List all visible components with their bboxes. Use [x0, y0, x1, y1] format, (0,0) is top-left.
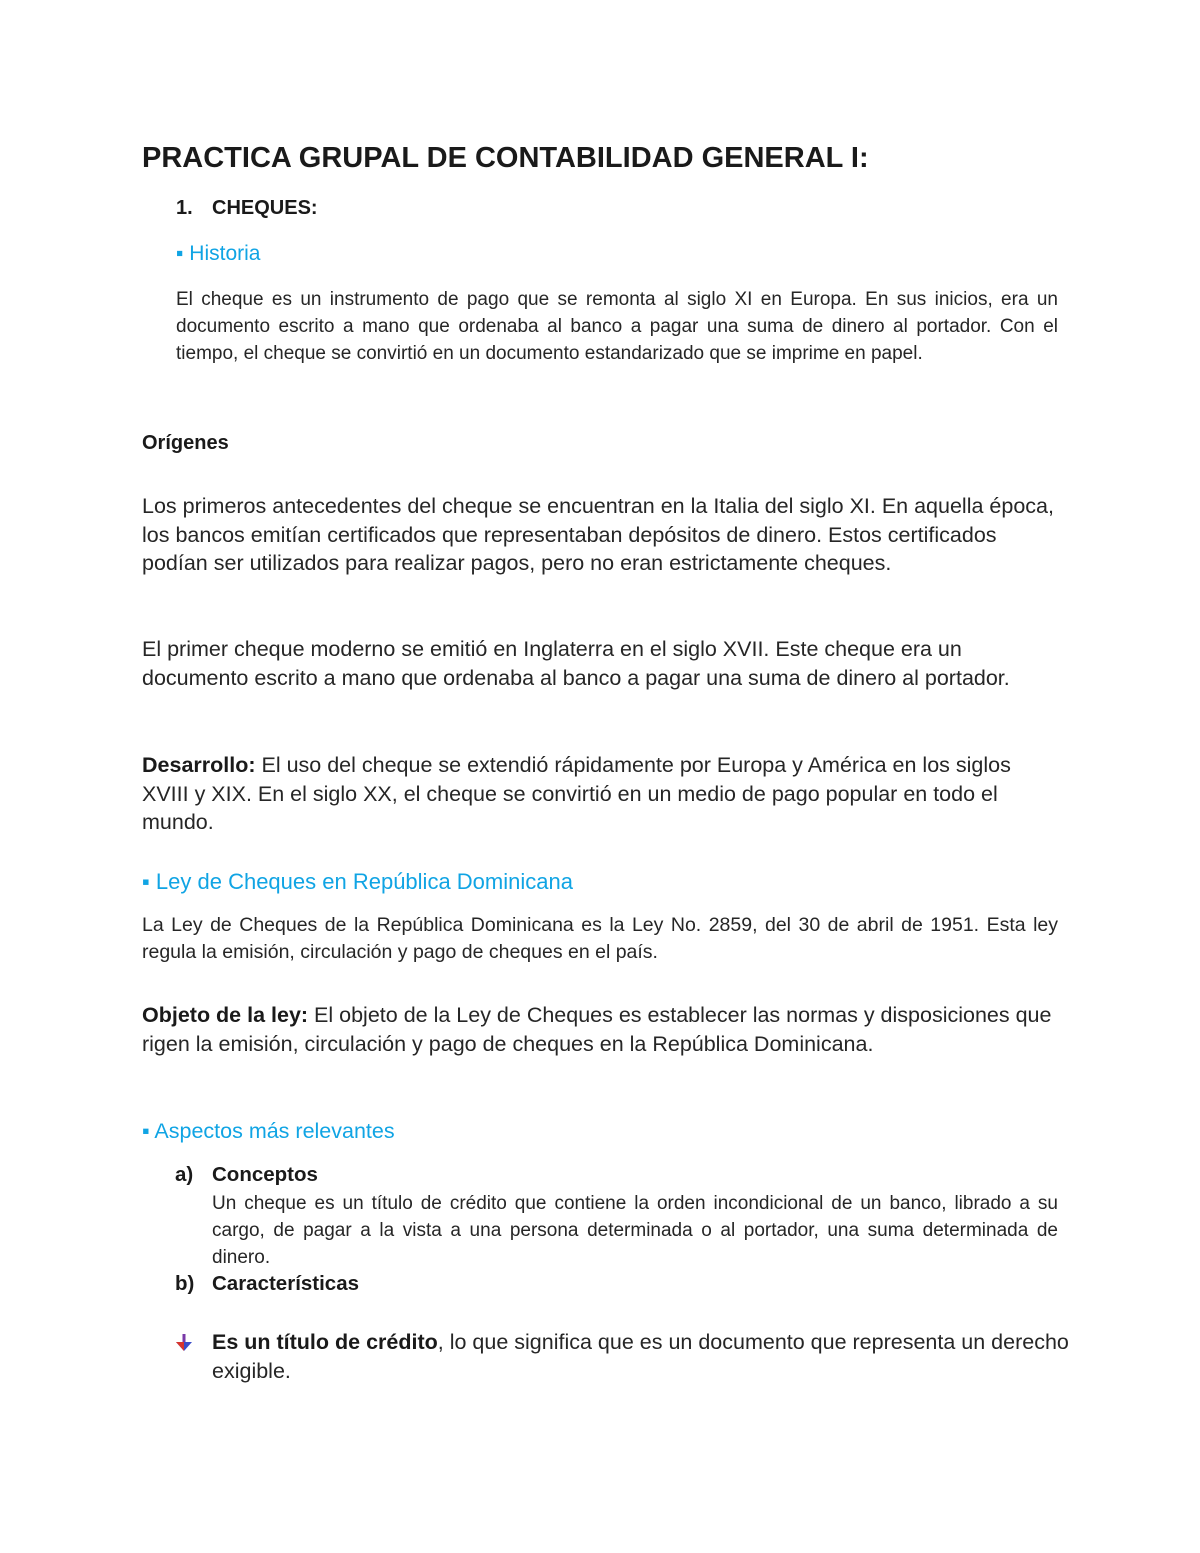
heading-origenes: Orígenes [142, 432, 229, 454]
desarrollo-text: El uso del cheque se extendió rápidamente por Europa y América en los siglos XVIII y XIX. En el siglo XX, el cheque se convirtió en un medio de pago popular en todo el mundo. [142, 753, 1011, 835]
objeto-label: Objeto de la ley: [142, 1003, 309, 1027]
list-label: Características [212, 1272, 360, 1295]
section-label: CHEQUES: [212, 197, 318, 219]
heading-historia: ▪ Historia [176, 242, 261, 265]
paragraph-historia: El cheque es un instrumento de pago que se remonta al siglo XI en Europa. En sus inicios, era un documento escrito a mano que ordenaba al banco a pagar una suma de dinero al portador. Con el tiempo, el cheque se convirtió en un documento estandarizado que se imprime en papel. [176, 289, 1058, 364]
paragraph-ley: La Ley de Cheques de la República Dominicana es la Ley No. 2859, del 30 de abril de 1951. Esta ley regula la emisión, circulación y pago de cheques en el país. [142, 914, 1058, 963]
desarrollo-label: Desarrollo: [142, 753, 256, 777]
objeto-text: El objeto de la Ley de Cheques es establecer las normas y disposiciones que rigen la emisión, circulación y pago de cheques en la República Dominicana. [142, 1003, 1052, 1056]
section-number: 1. [176, 197, 193, 219]
list-item-conceptos [175, 1163, 318, 1187]
titulo-credito-bold: Es un título de crédito [212, 1330, 438, 1354]
titulo-credito-text: , lo que significa que es un documento que representa un derecho exigible. [212, 1330, 1069, 1383]
heading-aspectos: ▪ Aspectos más relevantes [142, 1119, 395, 1143]
paragraph-origenes-1: Los primeros antecedentes del cheque se encuentran en la Italia del siglo XI. En aquella época, los bancos emitían certificados que representaban depósitos de dinero. Estos certificados podían ser utilizados para realizar pagos, pero no eran estrictamente cheques. [142, 494, 1054, 576]
section-heading-cheques [176, 197, 318, 220]
list-label: Conceptos [212, 1163, 318, 1186]
list-letter: b) [175, 1272, 195, 1295]
list-item-caracteristicas [175, 1272, 359, 1296]
list-letter: a) [175, 1163, 194, 1186]
arrow-down-bullet-icon [176, 1334, 192, 1352]
paragraph-origenes-2: El primer cheque moderno se emitió en Inglaterra en el siglo XVII. Este cheque era un documento escrito a mano que ordenaba al banco a pagar una suma de dinero al portador. [142, 637, 1010, 690]
document-title: PRACTICA GRUPAL DE CONTABILIDAD GENERAL I: [142, 142, 869, 174]
heading-ley-cheques: ▪ Ley de Cheques en República Dominicana [142, 869, 573, 894]
paragraph-titulo-credito [212, 1328, 1072, 1385]
paragraph-objeto [142, 1001, 1062, 1058]
paragraph-desarrollo [142, 751, 1062, 837]
paragraph-conceptos: Un cheque es un título de crédito que contiene la orden incondicional de un banco, librado a su cargo, de pagar a la vista a una persona determinada o al portador, una suma determinada de dinero. [212, 1193, 1058, 1268]
